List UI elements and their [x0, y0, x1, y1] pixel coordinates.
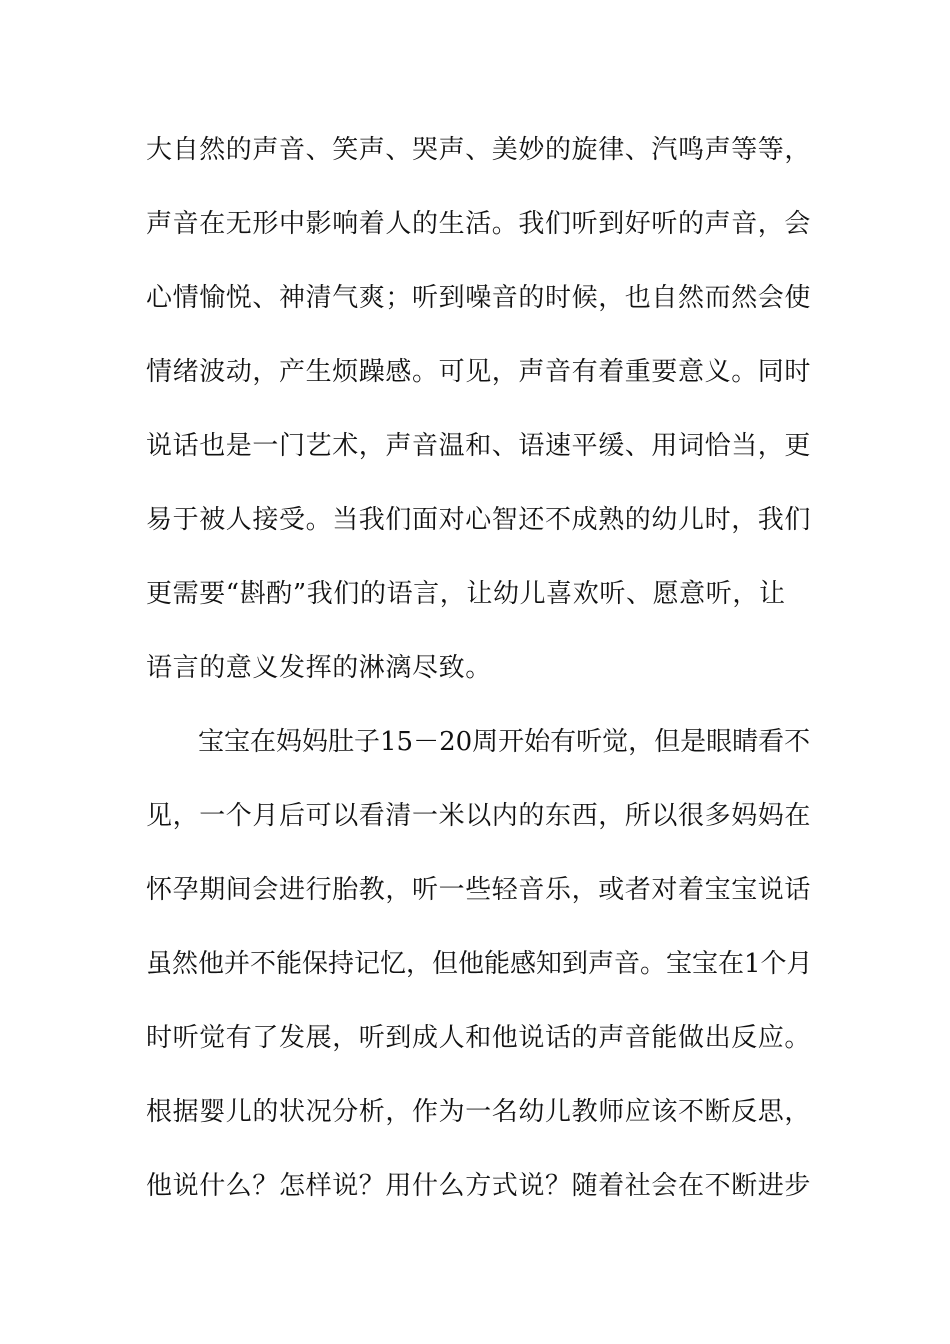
body-text	[146, 126, 826, 1236]
paragraph-line: 大自然的声音、笑声、哭声、美妙的旋律、汽鸣声等等，	[146, 135, 812, 165]
paragraph-line: 说话也是一门艺术，声音温和、语速平缓、用词恰当，更	[146, 431, 812, 461]
paragraph-line: 见，一个月后可以看清一米以内的东西，所以很多妈妈在	[146, 801, 812, 831]
paragraph-line: 他说什么？怎样说？用什么方式说？随着社会在不断进步	[146, 1171, 812, 1201]
paragraph-line: 情绪波动，产生烦躁感。可见，声音有着重要意义。同时	[146, 357, 812, 387]
paragraph-2	[146, 718, 826, 1236]
paragraph-1	[146, 126, 826, 718]
paragraph-line: 语言的意义发挥的淋漓尽致。	[146, 653, 492, 683]
paragraph-line: 易于被人接受。当我们面对心智还不成熟的幼儿时，我们	[146, 505, 812, 535]
paragraph-line: 虽然他并不能保持记忆，但他能感知到声音。宝宝在1个月	[146, 949, 813, 979]
paragraph-line: 宝宝在妈妈肚子15－20周开始有听觉，但是眼睛看不	[198, 727, 811, 757]
paragraph-line: 心情愉悦、神清气爽；听到噪音的时候，也自然而然会使	[146, 283, 812, 313]
paragraph-line: 怀孕期间会进行胎教，听一些轻音乐，或者对着宝宝说话	[146, 875, 812, 905]
paragraph-line: 时听觉有了发展，听到成人和他说话的声音能做出反应。	[146, 1023, 812, 1053]
paragraph-line: 更需要“斟酌”我们的语言，让幼儿喜欢听、愿意听，让	[146, 579, 786, 609]
paragraph-line: 声音在无形中影响着人的生活。我们听到好听的声音，会	[146, 209, 812, 239]
paragraph-line: 根据婴儿的状况分析，作为一名幼儿教师应该不断反思，	[146, 1097, 812, 1127]
